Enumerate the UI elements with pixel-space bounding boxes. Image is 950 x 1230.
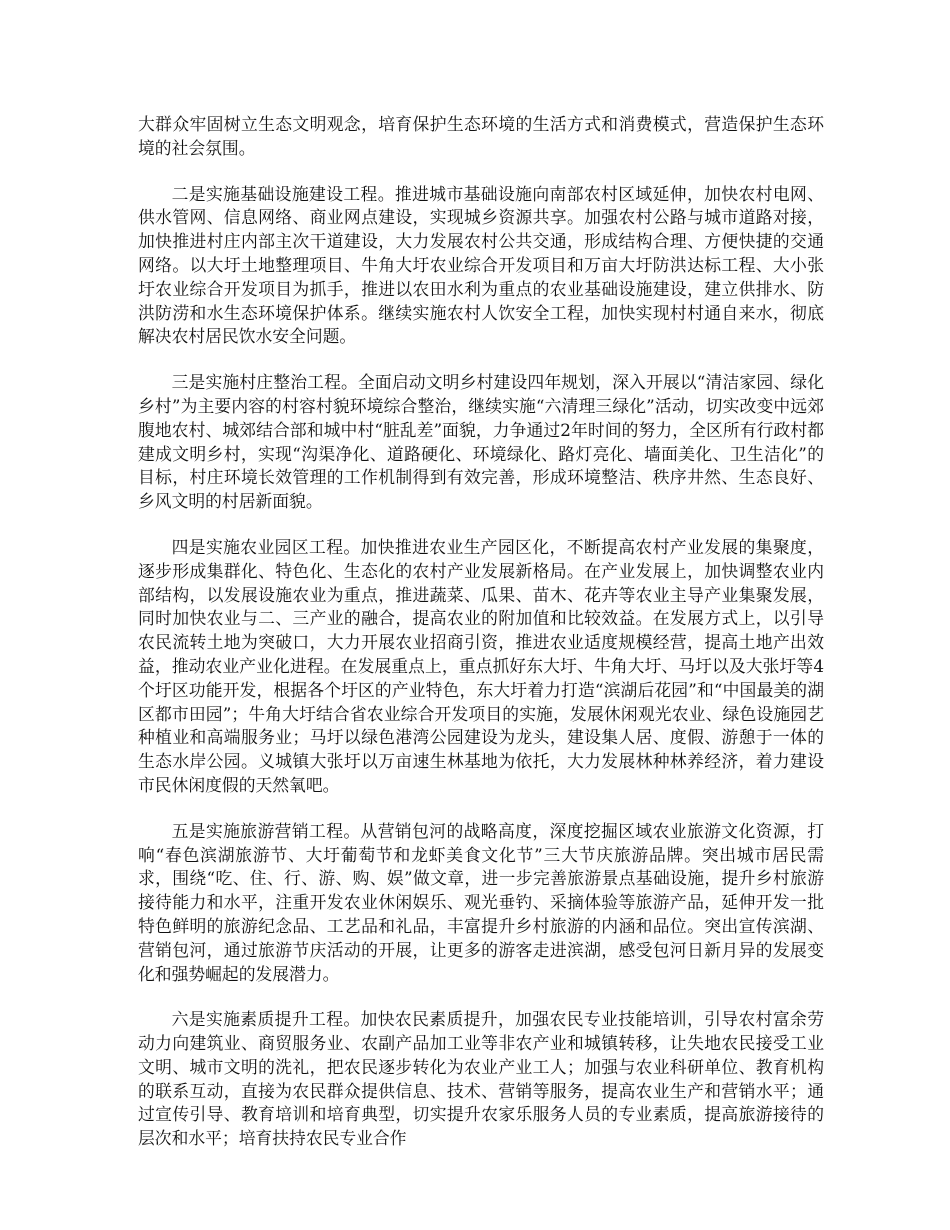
paragraph-tourism-marketing: 五是实施旅游营销工程。从营销包河的战略高度，深度挖掘区域农业旅游文化资源，打响“春色滨湖旅游节、大圩葡萄节和龙虾美食文化节”三大节庆旅游品牌。突出城市居民需求，围绕“吃、住、行、游、购、娱”做文章，进一步完善旅游景点基础设施，提升乡村旅游接待能力和水平，注重开发农业休闲娱乐、观光垂钓、采摘体验等旅游产品，延伸开发一批特色鲜明的旅游纪念品、工艺品和礼品，丰富提升乡村旅游的内涵和品位。突出宣传滨湖、营销包河，通过旅游节庆活动的开展，让更多的游客走进滨湖，感受包河日新月异的发展变化和强势崛起的发展潜力。 xyxy=(138,820,824,984)
document-body xyxy=(138,113,824,1173)
paragraph-quality-improvement: 六是实施素质提升工程。加快农民素质提升，加强农民专业技能培训，引导农村富余劳动力向建筑业、商贸服务业、农副产品加工业等非农产业和城镇转移，让失地农民接受工业文明、城市文明的洗礼，把农民逐步转化为农业产业工人；加强与农业科研单位、教育机构的联系互动，直接为农民群众提供信息、技术、营销等服务，提高农业生产和营销水平；通过宣传引导、教育培训和培育典型，切实提升农家乐服务人员的专业素质，提高旅游接待的层次和水平；培育扶持农民专业合作 xyxy=(138,1009,824,1149)
paragraph-village-renovation: 三是实施村庄整治工程。全面启动文明乡村建设四年规划，深入开展以“清洁家园、绿化乡村”为主要内容的村容村貌环境综合整治，继续实施“六清理三绿化”活动，切实改变中远郊腹地农村、城郊结合部和城中村“脏乱差”面貌，力争通过2年时间的努力，全区所有行政村都建成文明乡村，实现“沟渠净化、道路硬化、环境绿化、路灯亮化、墙面美化、卫生洁化”的目标，村庄环境长效管理的工作机制得到有效完善，形成环境整洁、秩序井然、生态良好、乡风文明的村居新面貌。 xyxy=(138,372,824,512)
paragraph-ecology-continued: 大群众牢固树立生态文明观念，培育保护生态环境的生活方式和消费模式，营造保护生态环境的社会氛围。 xyxy=(138,114,824,158)
paragraph-agricultural-parks: 四是实施农业园区工程。加快推进农业生产园区化，不断提高农村产业发展的集聚度，逐步形成集群化、特色化、生态化的农村产业发展新格局。在产业发展上，加快调整农业内部结构，以发展设施农业为重点，推进蔬菜、瓜果、苗木、花卉等农业主导产业集聚发展，同时加快农业与二、三产业的融合，提高农业的附加值和比较效益。在发展方式上，以引导农民流转土地为突破口，大力开展农业招商引资，推进农业适度规模经营，提高土地产出效益，推动农业产业化进程。在发展重点上，重点抓好东大圩、牛角大圩、马圩以及大张圩等4个圩区功能开发，根据各个圩区的产业特色，东大圩着力打造“滨湖后花园”和“中国最美的湖区都市田园”；牛角大圩结合省农业综合开发项目的实施，发展休闲观光农业、绿色设施园艺种植业和高端服务业；马圩以绿色港湾公园建设为龙头，建设集人居、度假、游憩于一体的生态水岸公园。义城镇大张圩以万亩速生林基地为依托，大力发展林种林养经济，着力建设市民休闲度假的天然氧吧。 xyxy=(138,536,824,795)
paragraph-infrastructure: 二是实施基础设施建设工程。推进城市基础设施向南部农村区域延伸，加快农村电网、供水管网、信息网络、商业网点建设，实现城乡资源共享。加强农村公路与城市道路对接，加快推进村庄内部主次干道建设，大力发展农村公共交通，形成结构合理、方便快捷的交通网络。以大圩土地整理项目、牛角大圩农业综合开发项目和万亩大圩防洪达标工程、大小张圩农业综合开发项目为抓手，推进以农田水利为重点的农业基础设施建设，建立供排水、防洪防涝和水生态环境保护体系。继续实施农村人饮安全工程，加快实现村村通自来水，彻底解决农村居民饮水安全问题。 xyxy=(138,183,824,347)
